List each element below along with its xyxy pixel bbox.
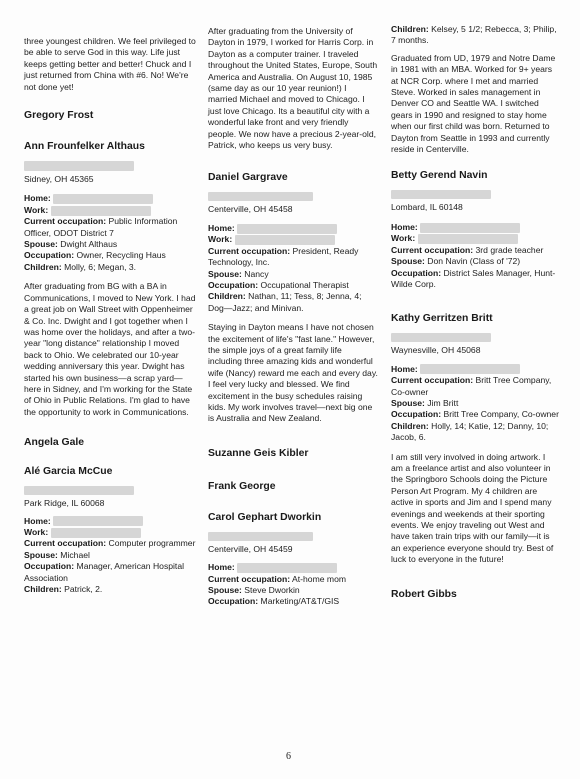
story-paragraph: After graduating from BG with a BA in Communications, I moved to New York. I had a great job on Wall Street with Oppenheimer & Co. Inc. Dwight and I got together when I was home over the holidays, and after a two-year "long distance" relationship I moved back to Ohio. We celebrated our 10-year wedding anniversary this year. Dwight has started his own business—a scrap yard—here in Sidney, and I'm working for the State of Ohio in Public Relations. I'm glad to have the opportunity to work in Communications. (24, 281, 196, 417)
field-value: Molly, 6; Megan, 3. (64, 261, 137, 272)
entry-name: Ann Frounfelker Althaus (24, 141, 145, 153)
home-label: Home: (391, 221, 418, 232)
redacted-street (24, 486, 134, 495)
redacted-phone (235, 235, 335, 245)
work-label: Work: (24, 526, 49, 537)
field-label: Occupation: (24, 250, 75, 261)
field-label: Current occupation: (391, 375, 474, 386)
redacted-phone (51, 206, 151, 216)
page-number: 6 (286, 751, 291, 762)
field-value: Public Information Officer, ODOT District 7 (24, 216, 178, 238)
contact-block (24, 516, 196, 596)
redacted-phone (53, 194, 153, 204)
field-value: Occupational Therapist (260, 279, 349, 290)
city-line: Centerville, OH 45459 (208, 543, 293, 554)
work-label: Work: (24, 204, 49, 215)
city-line: Centerville, OH 45458 (208, 204, 293, 215)
column-1 (24, 36, 196, 595)
field-value: 3rd grade teacher (475, 244, 544, 255)
contact-block (24, 193, 196, 273)
home-label: Home: (391, 363, 418, 374)
field-label: Current occupation: (24, 216, 107, 227)
story-paragraph: I am still very involved in doing artwork. I am a freelance artist and also volunteer in the Springboro Schools doing the Picture Person Art Program. My 4 children are active in sports and Jim and I spend many evenings and weekends at their sporting events. We enjoy traveling out West and have taken train trips with our family—it is an experience everyone should try. Best of luck to everyone in the future! (391, 451, 554, 565)
field-label: Occupation: (391, 409, 442, 420)
field-label: Current occupation: (391, 244, 474, 255)
redacted-street (391, 190, 491, 199)
field-value: Manager, American Hospital Association (24, 561, 185, 583)
field-value: Owner, Recycling Haus (76, 250, 166, 261)
field-label: Current occupation: (24, 538, 107, 549)
intro-paragraph: three youngest children. We feel privileged to be able to serve God in this way. Life just keeps getting better and better! Chuck and I just returned from China with #6. No! We're not done yet! (24, 36, 196, 92)
home-label: Home: (24, 515, 51, 526)
field-value: President, Ready Technology, Inc. (208, 245, 359, 268)
city-line: Park Ridge, IL 60068 (24, 498, 105, 509)
redacted-phone (420, 364, 520, 374)
field-label: Children: (24, 584, 62, 594)
home-label: Home: (208, 562, 235, 573)
field-value: Britt Tree Company, Co-owner (443, 409, 559, 420)
field-label: Children: (208, 291, 246, 302)
field-value: Don Navin (Class of '72) (427, 256, 521, 267)
home-label: Home: (24, 193, 51, 204)
field-value: Britt Tree Company, Co-owner (391, 375, 552, 397)
entry-name: Alé Garcia McCue (24, 466, 113, 478)
redacted-street (208, 532, 313, 541)
field-value: District Sales Manager, Hunt-Wilde Corp. (391, 267, 556, 289)
address-line (24, 161, 196, 185)
field-value: Kelsey, 5 1/2; Rebecca, 3; Philip, 7 months. (391, 24, 557, 46)
field-value: Nancy (244, 268, 269, 279)
city-line: Lombard, IL 60148 (391, 202, 463, 213)
redacted-street (208, 192, 313, 201)
address-line (24, 486, 196, 509)
city-line: Sidney, OH 45365 (24, 174, 94, 185)
contact-block (208, 562, 378, 608)
redacted-phone (237, 563, 337, 573)
address-line (208, 532, 378, 555)
field-label: Occupation: (208, 596, 259, 607)
intro-paragraph: After graduating from the University of Dayton in 1979, I worked for Harris Corp. in Dayton as a computer trainer. I traveled throughout the United States, Europe, South America and Australia. On August 10, 1985 (same day as our 10 year reunion!) I married Michael and moved to Chicago. I just love Chicago. Its a beautiful city with a wonderful lake front and very friendly people. We now have a precious 2-year-old, Patrick, who keeps us very busy. (208, 26, 378, 151)
field-label: Occupation: (391, 267, 442, 278)
contact-block (208, 223, 378, 314)
entry-name: Frank George (208, 480, 276, 492)
redacted-phone (420, 223, 520, 233)
field-value: Nathan, 11; Tess, 8; Jenna, 4; Dog—Jazz; and Minivan. (208, 291, 362, 313)
field-value: Holly, 14; Katie, 12; Danny, 10; Jacob, 6. (391, 420, 549, 443)
entry-name: Robert Gibbs (391, 588, 457, 600)
entry-name: Daniel Gargrave (208, 172, 288, 184)
contact-block (391, 364, 559, 444)
redacted-phone (237, 224, 337, 234)
field-label: Spouse: (208, 585, 242, 595)
entry-name: Gregory Frost (24, 110, 94, 122)
entry-name: Carol Gephart Dworkin (208, 511, 322, 523)
field-label: Spouse: (24, 549, 58, 560)
field-value: Patrick, 2. (64, 584, 103, 594)
home-label: Home: (208, 222, 235, 233)
field-value: Dwight Althaus (60, 239, 118, 250)
field-label: Current occupation: (208, 573, 291, 584)
field-value: Marketing/AT&T/GIS (260, 596, 340, 607)
work-label: Work: (208, 234, 233, 245)
field-label: Spouse: (208, 268, 242, 279)
contact-block (391, 222, 559, 290)
field-label: Spouse: (391, 256, 425, 267)
intro-paragraph: Graduated from UD, 1979 and Notre Dame in 1981 with an MBA. Worked for 9+ years at NCR Corp. where I met and married Steve. Worked in sales management in Denver CO and Seattle WA. I switched gears in 1990 and resigned to stay home when our first child was born. Returned to Dayton from Seattle in 1993 and currently reside in Centerville. (391, 52, 556, 155)
field-value: Computer programmer (108, 538, 196, 549)
column-3 (391, 24, 559, 601)
field-value: Michael (60, 549, 90, 560)
address-line (208, 192, 378, 215)
redacted-phone (418, 234, 518, 244)
address-line (391, 333, 559, 356)
redacted-phone (53, 516, 143, 526)
redacted-street (391, 333, 491, 342)
entry-name: Betty Gerend Navin (391, 170, 488, 182)
redacted-street (24, 161, 134, 171)
entry-name: Suzanne Geis Kibler (208, 447, 309, 459)
address-line (391, 190, 559, 213)
work-label: Work: (391, 233, 416, 244)
field-value: Jim Britt (427, 397, 459, 408)
entry-name: Kathy Gerritzen Britt (391, 313, 493, 325)
field-label: Occupation: (24, 561, 75, 572)
field-value: At-home mom (292, 573, 347, 584)
field-label: Spouse: (391, 397, 425, 408)
story-paragraph: Staying in Dayton means I have not chosen the excitement of life's "fast lane." However, the simple joys of a great family life including three amazing kids and wonderful wife (Nancy) reward me each and every day. I feel very lucky and blessed. We find excitement in the busy schedules raising kids. My work involves travel—next big one is Australia and New Zealand. (208, 322, 378, 424)
field-label: Current occupation: (208, 245, 291, 256)
entry-name: Angela Gale (24, 437, 85, 449)
field-value: Steve Dworkin (244, 585, 300, 595)
redacted-phone (51, 528, 141, 538)
column-2 (208, 26, 378, 608)
city-line: Waynesville, OH 45068 (391, 345, 481, 356)
field-label: Children: (391, 420, 429, 431)
field-label: Spouse: (24, 239, 58, 250)
field-label: Children: (391, 24, 429, 34)
field-label: Occupation: (208, 279, 259, 290)
field-label: Children: (24, 261, 62, 272)
